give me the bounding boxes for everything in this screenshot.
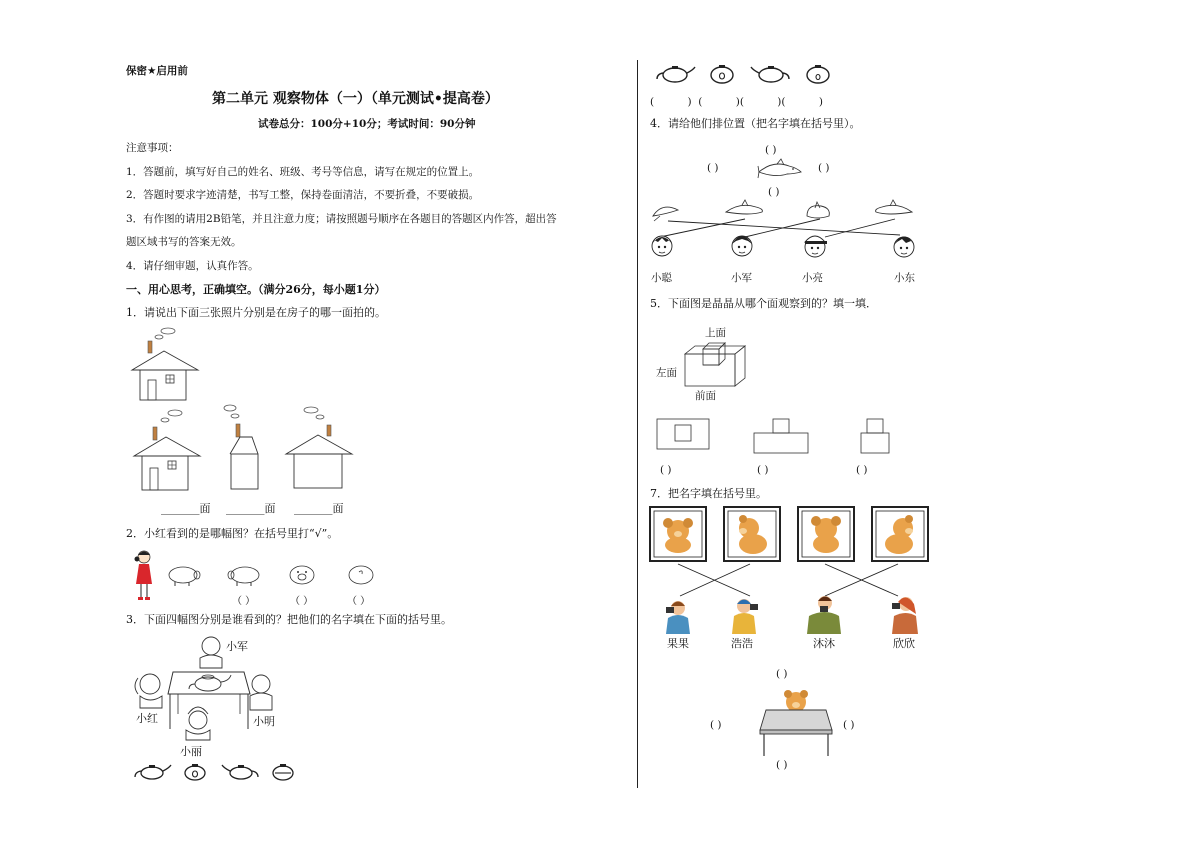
boy-face-xiaocong <box>650 232 674 260</box>
q1-blank[interactable]: _______面 <box>161 502 211 515</box>
q7-name: 沐沐 <box>813 637 835 650</box>
q7-paren-top[interactable]: ( ) <box>776 668 788 680</box>
house-back-view-image <box>284 406 356 491</box>
bear-photo-frame <box>797 506 855 562</box>
q5-label-top: 上面 <box>705 327 726 339</box>
q4-name: 小聪 <box>651 272 672 284</box>
house-reference-image <box>128 325 200 403</box>
dolphin-center-icon <box>757 158 803 182</box>
q4-paren-left[interactable]: ( ) <box>707 162 719 174</box>
house-side-view-image <box>220 404 270 489</box>
exam-subtitle: 试卷总分：100分+10分；考试时间：90分钟 <box>258 118 476 130</box>
q4-name: 小亮 <box>802 272 823 284</box>
q7-name: 欣欣 <box>893 637 915 650</box>
teapot-side-view <box>132 763 172 781</box>
q5-paren[interactable]: ( ) <box>757 464 769 476</box>
exam-title: 第二单元 观察物体（一）（单元测试•提高卷） <box>212 91 499 107</box>
q7-matching-lines <box>660 562 910 600</box>
question-5-text: 5．下面图是晶晶从哪个面观察到的？填一填． <box>650 297 877 310</box>
q1-blank[interactable]: _______面 <box>226 502 276 515</box>
q3-name-top: 小军 <box>226 640 248 653</box>
teapot-back-view <box>270 763 296 781</box>
q5-paren[interactable]: ( ) <box>856 464 868 476</box>
q5-label-left: 左面 <box>656 367 677 379</box>
q5-view-left <box>860 418 890 454</box>
q7-name: 浩浩 <box>731 637 753 650</box>
q4-name: 小东 <box>894 272 915 284</box>
child-photographer <box>805 594 843 634</box>
teapot-front-view <box>182 763 208 781</box>
bear-photo-frame <box>723 506 781 562</box>
q5-view-front <box>753 418 809 454</box>
q5-paren[interactable]: ( ) <box>660 464 672 476</box>
matching-lines <box>650 215 910 240</box>
q3-name-left: 小红 <box>136 712 158 725</box>
teapot-side-view-r3 <box>750 64 792 84</box>
boy-face-xiaodong <box>891 232 917 260</box>
note-item: 2．答题时要求字迹清楚，书写工整，保持卷面清洁，不要折叠，不要破损。 <box>126 189 480 201</box>
q4-paren-top[interactable]: ( ) <box>765 144 777 156</box>
q4-name: 小军 <box>731 272 752 284</box>
q3-name-bottom: 小丽 <box>180 745 202 758</box>
pig-side-view <box>165 564 201 586</box>
notes-heading: 注意事项： <box>126 142 179 154</box>
solid-block-3d <box>683 340 749 388</box>
teapot-front-view-r2 <box>708 64 736 84</box>
pig-back-view <box>227 564 263 586</box>
q7-paren-bottom[interactable]: ( ) <box>776 759 788 771</box>
child-photographer <box>730 596 762 634</box>
teapot-side-view-2 <box>221 763 261 781</box>
house-front-view-image <box>131 408 203 493</box>
note-item: 4．请仔细审题，认真作答。 <box>126 260 259 272</box>
section-heading: 一、用心思考，正确填空。（满分26分，每小题1分） <box>126 283 386 296</box>
teapot-back-view-r4 <box>804 64 832 84</box>
q5-label-front: 前面 <box>695 390 716 402</box>
pig-front-view <box>287 564 317 586</box>
q7-name: 果果 <box>667 637 689 650</box>
child-photographer <box>886 594 920 634</box>
q3-name-right: 小明 <box>253 715 275 728</box>
q5-view-top <box>656 418 710 450</box>
question-4-text: 4．请给他们排位置（把名字填在括号里）。 <box>650 117 861 130</box>
question-2-text: 2．小红看到的是哪幅图？在括号里打“√”。 <box>126 527 339 540</box>
q4-paren-bottom[interactable]: ( ) <box>768 186 780 198</box>
q3-answer-parens[interactable]: ( ) ( )( )( ) <box>650 96 823 108</box>
table-scene-image <box>128 634 288 754</box>
q7-paren-left[interactable]: ( ) <box>710 719 722 731</box>
q4-paren-right[interactable]: ( ) <box>818 162 830 174</box>
bear-photo-frame <box>649 506 707 562</box>
q1-blank[interactable]: _______面 <box>294 502 344 515</box>
secret-label: 保密★启用前 <box>126 65 188 77</box>
q2-paren[interactable]: （ ） <box>232 596 256 607</box>
note-item: 3．有作图的请用2B铅笔，并且注意力度；请按照题号顺序在各题目的答题区内作答，超出答 <box>126 213 557 225</box>
bear-on-table-image <box>756 688 836 758</box>
q7-paren-right[interactable]: ( ) <box>843 719 855 731</box>
q2-paren[interactable]: （ ） <box>290 596 314 607</box>
boy-face-xiaoliang <box>802 230 828 260</box>
q2-paren[interactable]: （ ） <box>347 596 371 607</box>
note-item: 1．答题前，填写好自己的姓名、班级、考号等信息，请写在规定的位置上。 <box>126 166 480 178</box>
question-3-text: 3．下面四幅图分别是谁看到的？把他们的名字填在下面的括号里。 <box>126 613 452 626</box>
boy-face-xiaojun <box>730 232 754 260</box>
child-photographer <box>662 598 692 634</box>
pig-rear-view <box>346 564 376 586</box>
girl-figure <box>133 548 155 604</box>
note-item: 题区域书写的答案无效。 <box>126 236 242 248</box>
question-7-text: 7．把名字填在括号里。 <box>650 487 767 500</box>
question-1-text: 1．请说出下面三张照片分别是在房子的哪一面拍的。 <box>126 306 386 319</box>
column-divider <box>637 60 638 788</box>
teapot-side-view-r1 <box>654 64 696 84</box>
bear-photo-frame <box>871 506 929 562</box>
